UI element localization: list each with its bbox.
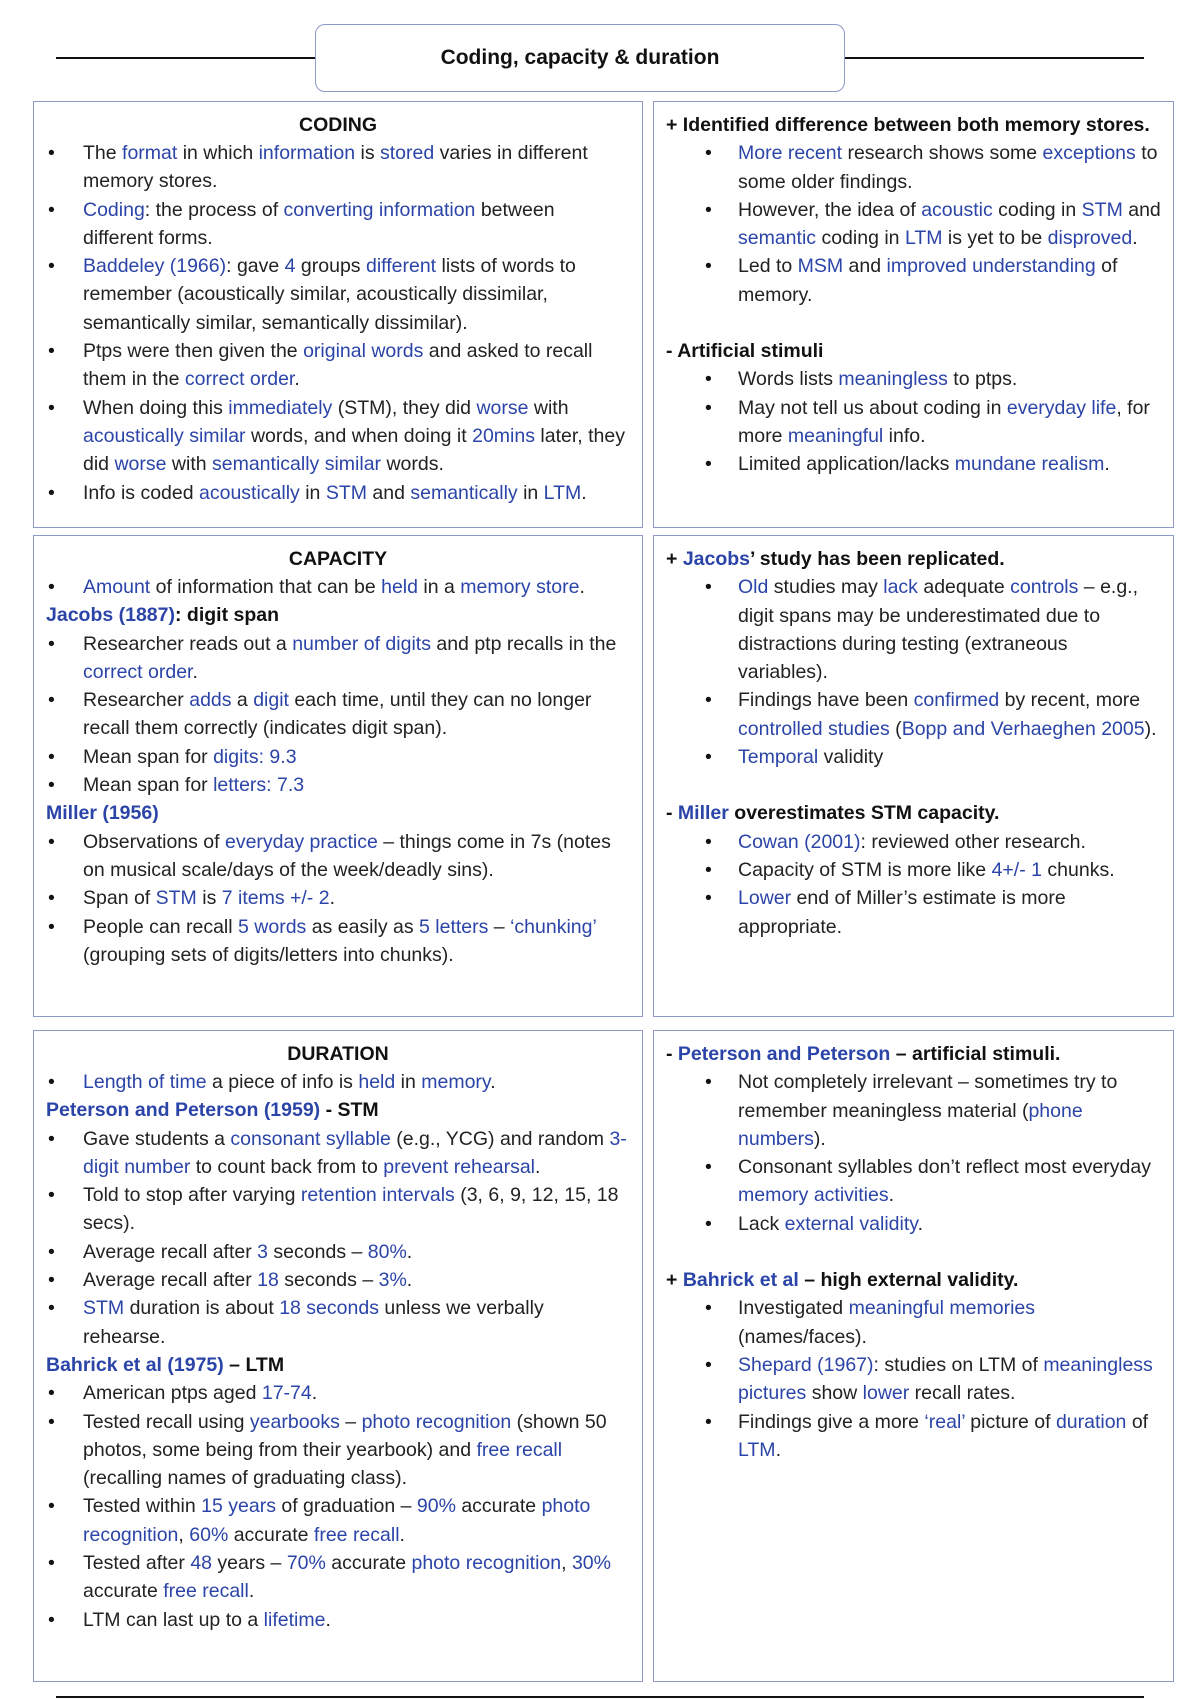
coding-evaluation-panel [653,101,1174,528]
study-heading: Bahrick et al (1975) – LTM [46,1353,285,1376]
list-item: • More recent research shows some exceptions to some older findings. [666,139,1161,196]
capacity-heading: CAPACITY [288,548,388,570]
list-item: • When doing this immediately (STM), they did worse with acoustically similar words, and when doing it 20mins later, they did worse with semantically similar words. [46,394,630,479]
list-item: • Mean span for letters: 7.3 [46,771,630,799]
list-item: • Tested recall using yearbooks – photo recognition (shown 50 photos, some being from their yearbook) and free recall (recalling names of graduating class). [46,1408,630,1493]
list-item: • Lower end of Miller’s estimate is more appropriate. [666,884,1161,941]
list-item: • Average recall after 18 seconds – 3%. [46,1266,630,1294]
page-title: Coding, capacity & duration [315,24,845,92]
list-item: • STM duration is about 18 seconds unless we verbally rehearse. [46,1294,630,1351]
list-item: • May not tell us about coding in everyday life, for more meaningful info. [666,394,1161,451]
coding-heading: CODING [299,114,377,136]
weakness-heading: - Peterson and Peterson – artificial stimuli. [666,1043,1061,1065]
list-item: • Amount of information that can be held in a memory store. [46,573,630,601]
list-item: • Researcher reads out a number of digits and ptp recalls in the correct order. [46,630,630,687]
list-item: • Lack external validity. [666,1210,1161,1238]
duration-evaluation-panel [653,1030,1174,1682]
list-item: • The format in which information is stored varies in different memory stores. [46,139,630,196]
list-item: • Observations of everyday practice – things come in 7s (notes on musical scale/days of the week/deadly sins). [46,828,630,885]
duration-panel [33,1030,643,1682]
list-item: • Led to MSM and improved understanding of memory. [666,252,1161,309]
list-item: • Capacity of STM is more like 4+/- 1 chunks. [666,856,1161,884]
list-item: • Coding: the process of converting information between different forms. [46,196,630,253]
list-item: • Findings have been confirmed by recent, more controlled studies (Bopp and Verhaeghen 2005). [666,686,1161,743]
list-item: • Researcher adds a digit each time, until they can no longer recall them correctly (indicates digit span). [46,686,630,743]
list-item: • Info is coded acoustically in STM and semantically in LTM. [46,479,630,507]
list-item: • Words lists meaningless to ptps. [666,365,1161,393]
weakness-heading: - Artificial stimuli [666,340,824,363]
list-item: • Tested within 15 years of graduation – 90% accurate photo recognition, 60% accurate free recall. [46,1492,630,1549]
list-item: • People can recall 5 words as easily as 5 letters – ‘chunking’ (grouping sets of digits/letters into chunks). [46,913,630,970]
list-item: • LTM can last up to a lifetime. [46,1606,630,1634]
list-item: • Limited application/lacks mundane realism. [666,450,1161,478]
list-item: • American ptps aged 17-74. [46,1379,630,1407]
list-item: • Cowan (2001): reviewed other research. [666,828,1161,856]
list-item: • Not completely irrelevant – sometimes try to remember meaningless material (phone numbers). [666,1068,1161,1153]
list-item: • Length of time a piece of info is held in memory. [46,1068,630,1096]
study-heading: Jacobs (1887): digit span [46,604,279,627]
capacity-panel [33,535,643,1017]
list-item: • Consonant syllables don’t reflect most everyday memory activities. [666,1153,1161,1210]
list-item: • Tested after 48 years – 70% accurate photo recognition, 30% accurate free recall. [46,1549,630,1606]
list-item: • However, the idea of acoustic coding in STM and semantic coding in LTM is yet to be disproved. [666,196,1161,253]
list-item: • Ptps were then given the original words and asked to recall them in the correct order. [46,337,630,394]
list-item: • Told to stop after varying retention intervals (3, 6, 9, 12, 15, 18 secs). [46,1181,630,1238]
study-heading: Miller (1956) [46,802,159,825]
strength-heading: + Bahrick et al – high external validity. [666,1269,1019,1292]
list-item: • Baddeley (1966): gave 4 groups different lists of words to remember (acoustically similar, acoustically dissimilar, semantically similar, semantically dissimilar). [46,252,630,337]
study-heading: Peterson and Peterson (1959) - STM [46,1099,379,1122]
list-item: • Findings give a more ‘real’ picture of duration of LTM. [666,1408,1161,1465]
coding-panel [33,101,643,528]
footer-rule [56,1696,1144,1698]
list-item: • Investigated meaningful memories (names/faces). [666,1294,1161,1351]
list-item: • Span of STM is 7 items +/- 2. [46,884,630,912]
capacity-evaluation-panel [653,535,1174,1017]
weakness-heading: - Miller overestimates STM capacity. [666,802,1000,825]
duration-heading: DURATION [287,1043,389,1065]
list-item: • Gave students a consonant syllable (e.g., YCG) and random 3-digit number to count back from to prevent rehearsal. [46,1125,630,1182]
list-item: • Shepard (1967): studies on LTM of meaningless pictures show lower recall rates. [666,1351,1161,1408]
list-item: • Temporal validity [666,743,1161,771]
strength-heading: + Identified difference between both memory stores. [666,114,1150,136]
list-item: • Average recall after 3 seconds – 80%. [46,1238,630,1266]
list-item: • Old studies may lack adequate controls – e.g., digit spans may be underestimated due to distractions during testing (extraneous variables). [666,573,1161,686]
strength-heading: + Jacobs’ study has been replicated. [666,548,1005,570]
list-item: • Mean span for digits: 9.3 [46,743,630,771]
